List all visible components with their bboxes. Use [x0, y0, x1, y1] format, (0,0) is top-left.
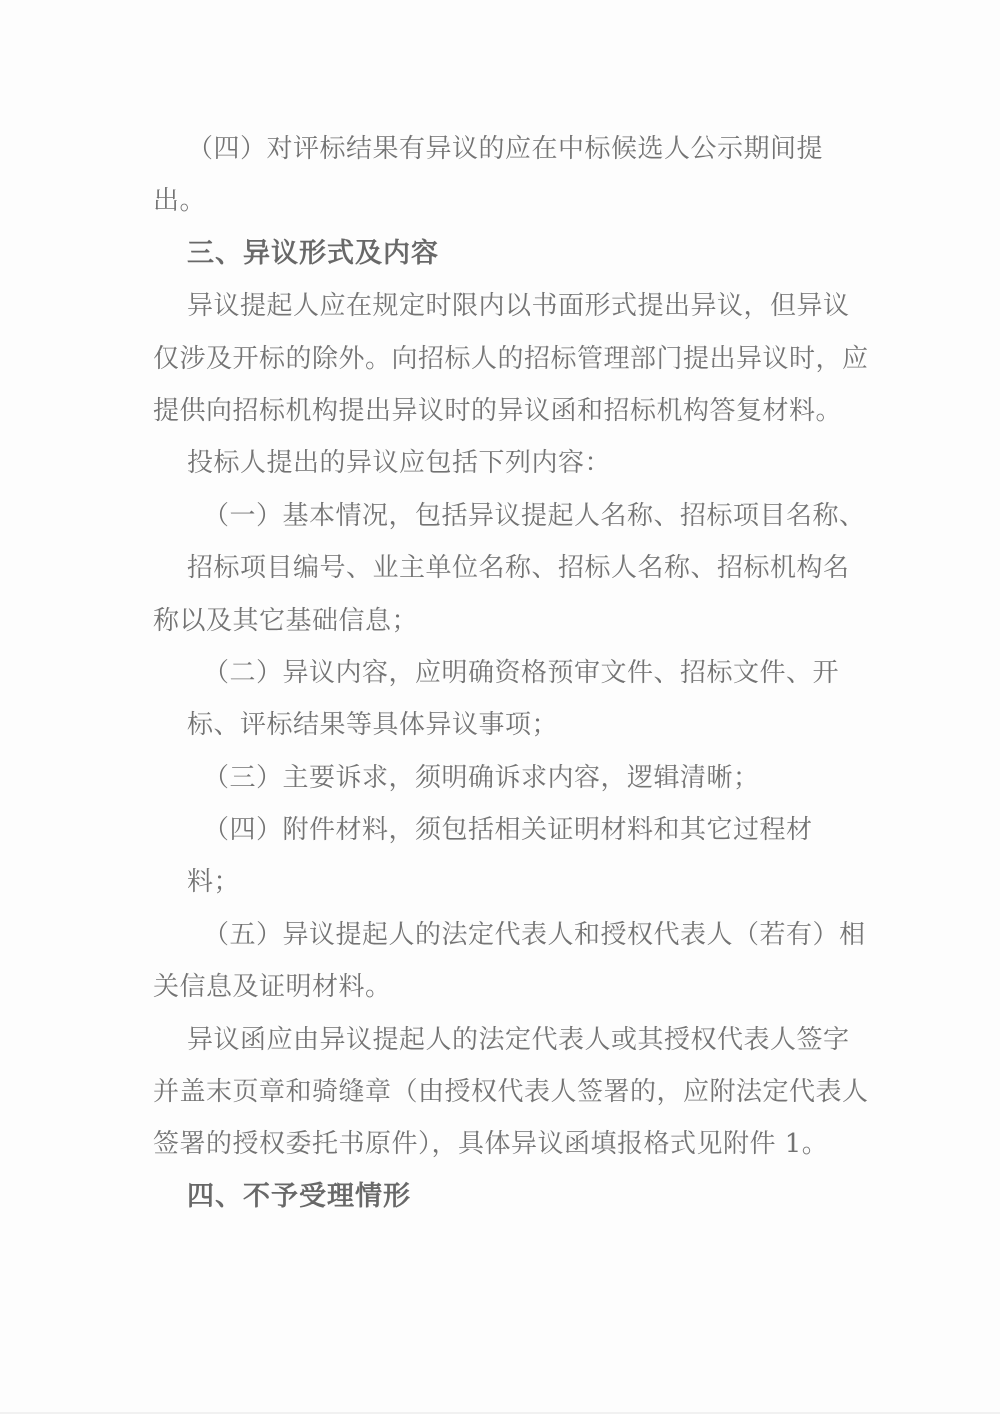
text-line: 关信息及证明材料。	[153, 972, 392, 1003]
text-line: 称以及其它基础信息；	[153, 605, 419, 636]
list-item-2-line: （二）异议内容，应明确资格预审文件、招标文件、开	[203, 657, 840, 688]
section-heading-4: 四、不予受理情形	[187, 1180, 411, 1212]
text-line: 仅涉及开标的除外。向招标人的招标管理部门提出异议时，应	[153, 343, 869, 374]
text-line: （四）对评标结果有异议的应在中标候选人公示期间提	[187, 134, 824, 164]
text-line: 签署的授权委托书原件），具体异议函填报格式见附件 1。	[153, 1129, 829, 1160]
text-line: 异议函应由异议提起人的法定代表人或其授权代表人签字	[187, 1024, 850, 1055]
list-item-3-line: （三）主要诉求，须明确诉求内容，逻辑清晰；	[203, 762, 760, 793]
text-line: 标、评标结果等具体异议事项；	[187, 710, 559, 741]
text-line: 提供向招标机构提出异议时的异议函和招标机构答复材料。	[153, 395, 843, 426]
list-item-5-line: （五）异议提起人的法定代表人和授权代表人（若有）相	[203, 919, 866, 950]
text-line: 异议提起人应在规定时限内以书面形式提出异议，但异议	[187, 291, 850, 322]
text-line: 出。	[153, 186, 207, 217]
list-item-4-line: （四）附件材料，须包括相关证明材料和其它过程材	[203, 815, 813, 846]
text-line: 投标人提出的异议应包括下列内容：	[187, 448, 612, 479]
text-line: 招标项目编号、业主单位名称、招标人名称、招标机构名	[187, 553, 850, 584]
text-line: 并盖末页章和骑缝章（由授权代表人签署的，应附法定代表人	[153, 1077, 869, 1108]
text-line: 料；	[187, 867, 241, 898]
list-item-1-line: （一）基本情况，包括异议提起人名称、招标项目名称、	[203, 500, 866, 531]
section-heading-3: 三、异议形式及内容	[187, 237, 439, 269]
document-body	[0, 123, 1000, 1223]
